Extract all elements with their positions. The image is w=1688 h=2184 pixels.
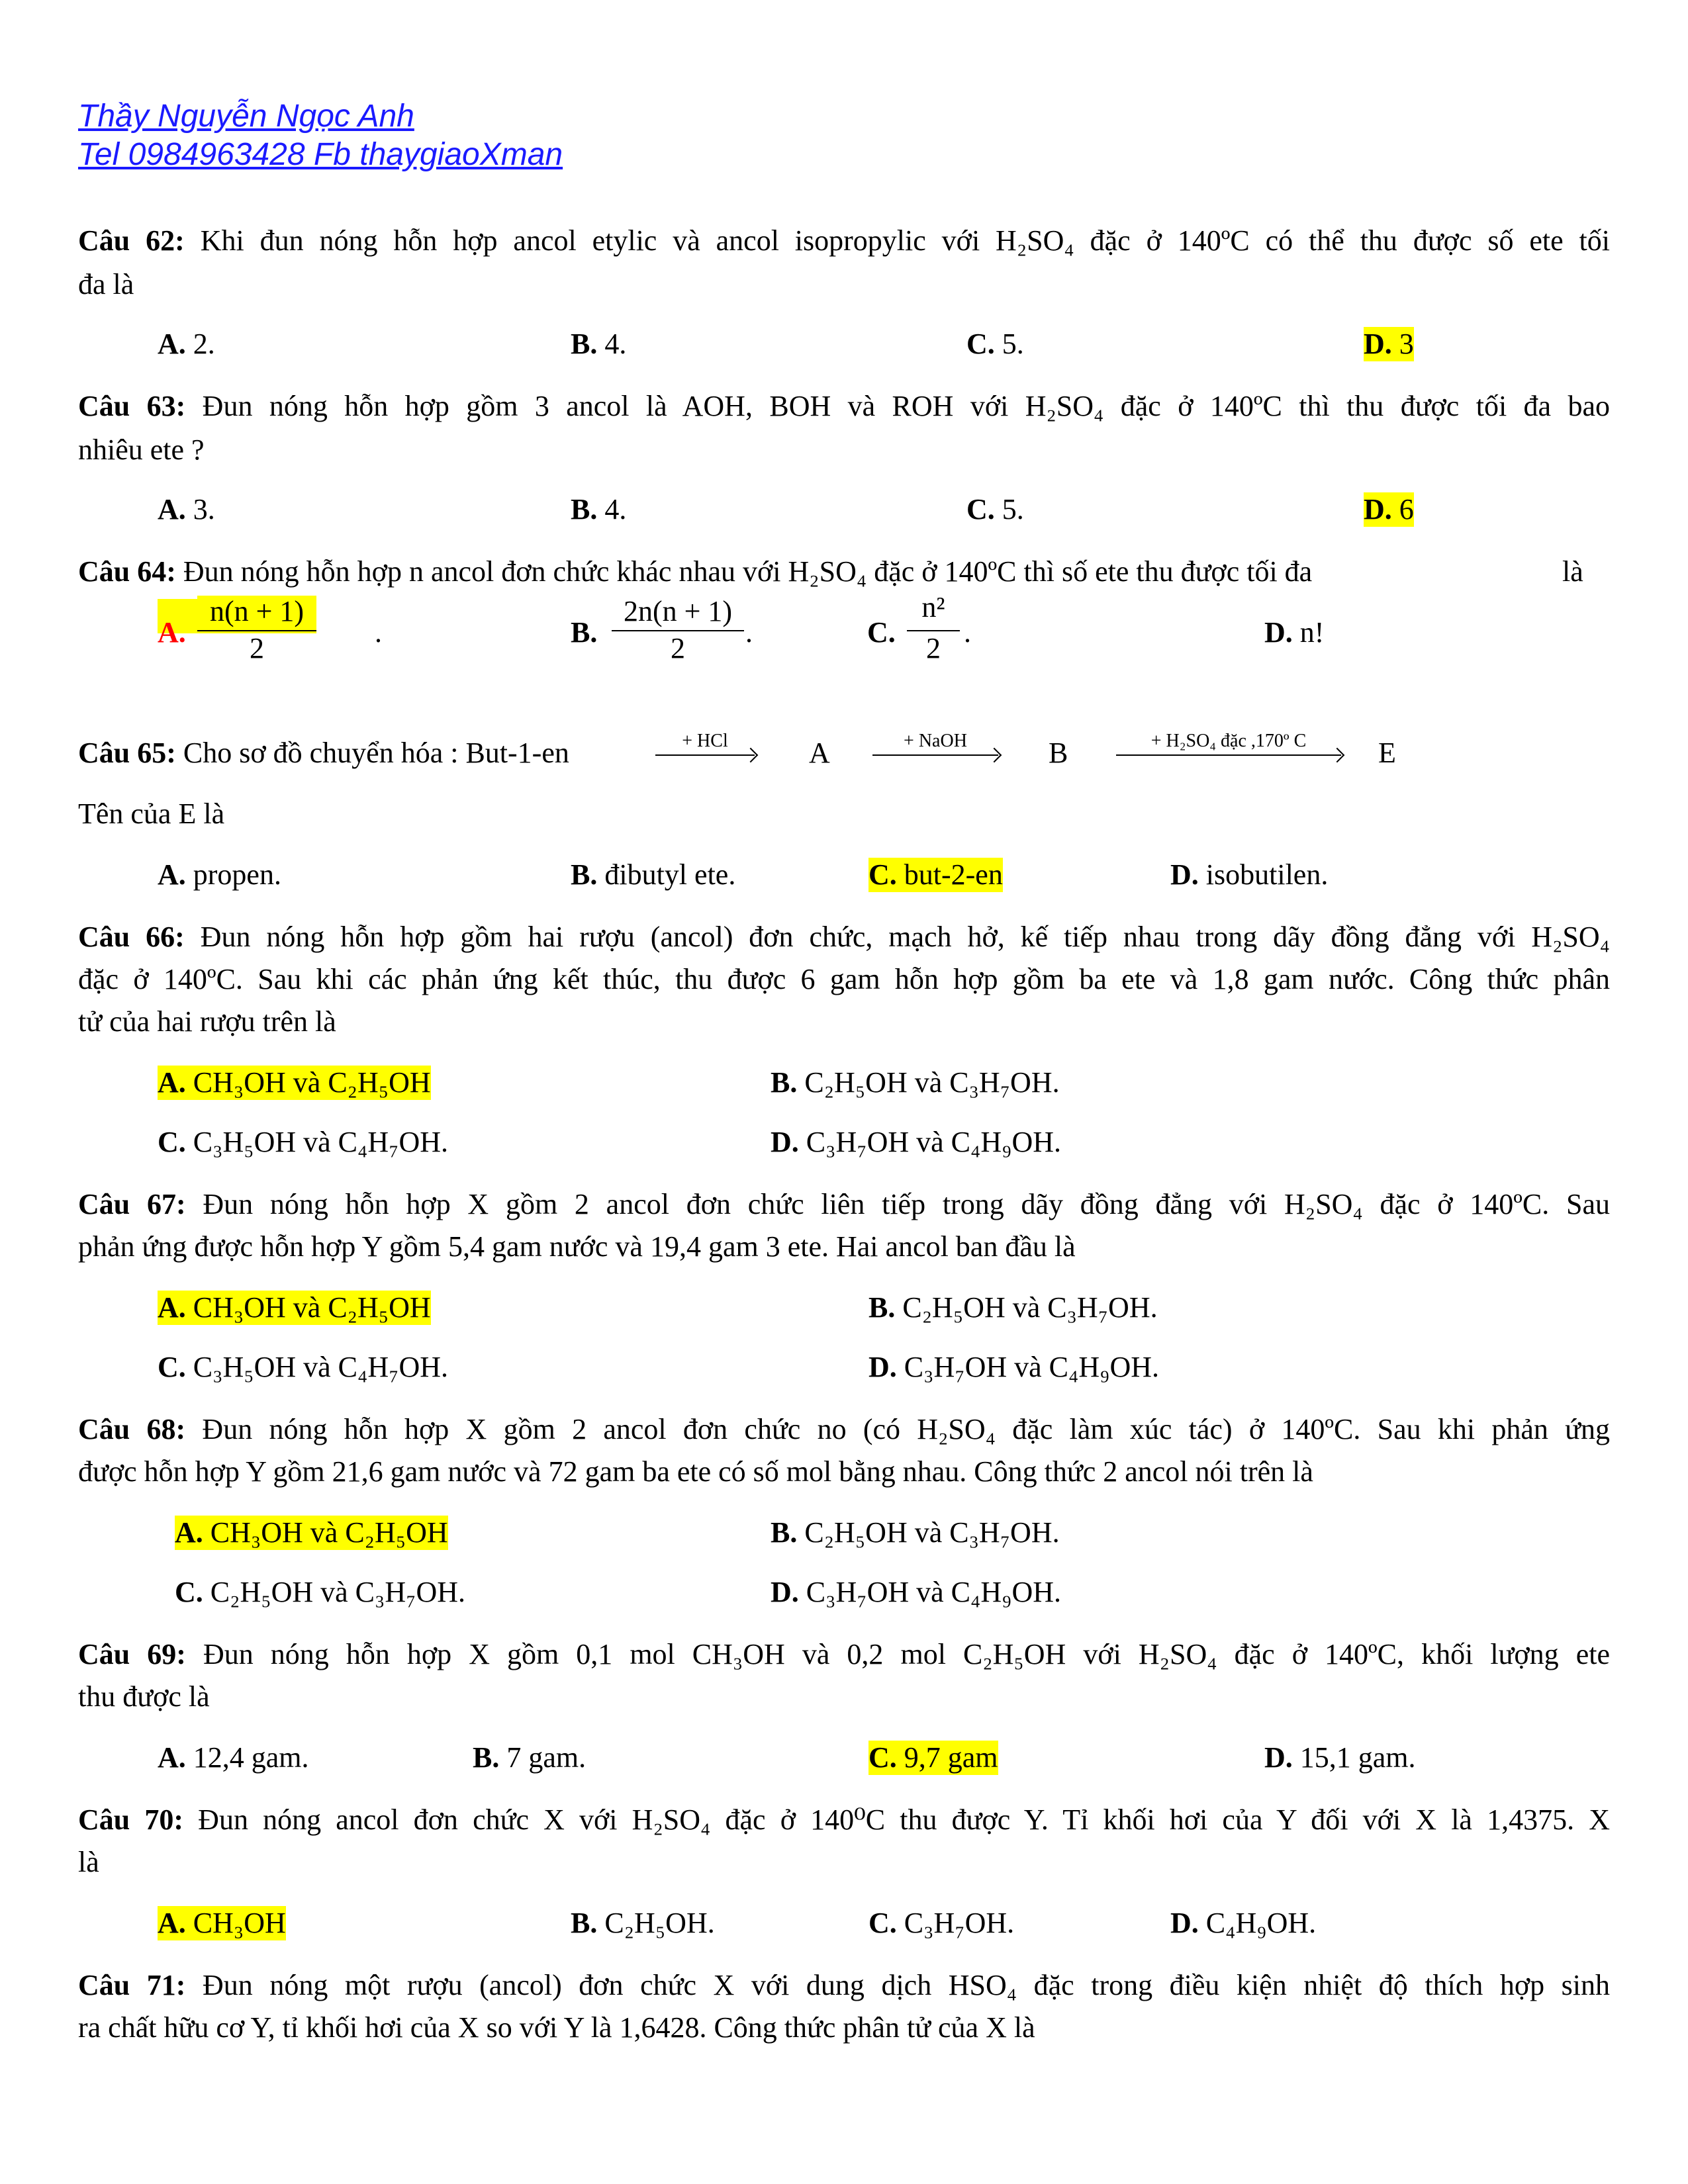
question-text: Đun nóng hỗn hợp X gồm 2 ancol đơn chức liên tiếp trong dãy đồng đẳng với H₂SO₄ đặc ở 140ºC. Sau [185,1188,1610,1220]
q64-option-c-letter: C. [867,616,896,649]
question-label: Câu 66: [78,921,185,953]
teacher-name: Thầy Nguyễn Ngọc Anh [78,99,414,134]
q64-option-a-fraction [197,596,316,666]
question-68-line1 [78,1412,1610,1447]
q70-option-c: C. C₃H₇OH. [868,1907,1015,1939]
question-text: Khi đun nóng hỗn hợp ancol etylic và ancol isopropylic với H₂SO₄ đặc ở 140ºC có thể thu được số ete tối [184,224,1610,257]
teacher-contact: Tel 0984963428 Fb thaygiaoXman [78,137,563,172]
question-67-line1 [78,1187,1610,1222]
question-label: Câu 70: [78,1803,184,1836]
q65-option-d: D. isobutilen. [1170,858,1329,891]
q69-option-b: B. 7 gam. [473,1741,586,1774]
q68-option-a-answer: A. CH₃OH và C₂H₅OH [175,1516,448,1549]
fraction-denominator: 2 [250,632,264,664]
q67-option-c: C. C₃H₅OH và C₄H₇OH. [158,1351,449,1383]
fraction-numerator: n(n + 1) [197,596,316,631]
fraction-denominator: 2 [671,632,685,664]
question-64-line1 [78,555,1312,589]
node-a: A [809,737,830,769]
q63-option-d-answer: D. 6 [1364,493,1414,525]
question-70-line2: là [78,1846,99,1878]
q65-option-c-answer: C. but-2-en [868,858,1003,891]
question-text: Đun nóng hỗn hợp X gồm 0,1 mol CH₃OH và 0,2 mol C₂H₅OH với H₂SO₄ đặc ở 140ºC, khối lượng ete [185,1638,1610,1670]
q68-option-c: C. C₂H₅OH và C₃H₇OH. [175,1576,466,1608]
q67-option-a-answer: A. CH₃OH và C₂H₅OH [158,1291,431,1324]
question-label: Câu 64: [78,555,176,588]
question-62-line2: đa là [78,268,134,300]
q65-option-a: A. propen. [158,858,281,891]
question-63-line1 [78,389,1610,424]
q64-option-d: D. n! [1264,616,1325,649]
question-69-line2: thu được là [78,1680,210,1713]
q66-option-a-answer: A. CH₃OH và C₂H₅OH [158,1066,431,1099]
q67-option-d: D. C₃H₇OH và C₄H₉OH. [868,1351,1160,1383]
q69-option-c-answer: C. 9,7 gam [868,1741,998,1774]
question-70-line1 [78,1803,1610,1837]
q64-period: . [964,616,971,649]
question-text: Cho sơ đồ chuyển hóa : But-1-en [175,737,569,769]
node-e: E [1378,737,1396,769]
q64-option-b-fraction [612,596,744,666]
question-label: Câu 69: [78,1638,186,1670]
q64-period: . [745,616,753,649]
q66-option-b: B. C₂H₅OH và C₃H₇OH. [771,1066,1060,1099]
q66-option-c: C. C₃H₅OH và C₄H₇OH. [158,1126,449,1158]
q66-option-d: D. C₃H₇OH và C₄H₉OH. [771,1126,1062,1158]
fraction-numerator: 2n(n + 1) [612,596,744,631]
question-text: Đun nóng hỗn hợp gồm 3 ancol là AOH, BOH và ROH với H₂SO₄ đặc ở 140ºC thì thu được tối đa bao [185,390,1610,422]
q62-option-d-answer: D. 3 [1364,328,1414,360]
q70-option-d: D. C₄H₉OH. [1170,1907,1317,1939]
q62-option-b: B. 4. [571,328,627,360]
q70-option-b: B. C₂H₅OH. [571,1907,715,1939]
question-label: Câu 62: [78,224,185,257]
question-text: Đun nóng hỗn hợp X gồm 2 ancol đơn chức no (có H₂SO₄ đặc làm xúc tác) ở 140ºC. Sau khi phản ứng [185,1413,1610,1445]
q63-option-c: C. 5. [966,493,1024,525]
question-65-line2: Tên của E là [78,797,225,830]
q65-option-b: B. đibutyl ete. [571,858,736,891]
question-62-line1 [78,224,1610,258]
q64-option-c-fraction [907,588,960,666]
question-66-line1 [78,920,1610,954]
q67-option-b: B. C₂H₅OH và C₃H₇OH. [868,1291,1158,1324]
q63-option-b: B. 4. [571,493,627,525]
q62-option-c: C. 5. [966,328,1024,360]
question-71-line1 [78,1968,1610,2003]
question-text: Đun nóng một rượu (ancol) đơn chức X với dung dịch HSO₄ đặc trong điều kiện nhiệt độ thích hợp sinh [185,1969,1611,2001]
q69-option-a: A. 12,4 gam. [158,1741,309,1774]
question-64-line1-end: là [1562,555,1583,588]
question-66-line3: tử của hai rượu trên là [78,1005,336,1038]
q70-option-a-answer: A. CH₃OH [158,1907,286,1939]
q69-option-d: D. 15,1 gam. [1264,1741,1416,1774]
question-71-line2: ra chất hữu cơ Y, tỉ khối hơi của X so với Y là 1,6428. Công thức phân tử của X là [78,2011,1035,2044]
q64-option-a-letter: A. [158,616,186,649]
question-text: Đun nóng hỗn hợp n ancol đơn chức khác nhau với H₂SO₄ đặc ở 140ºC thì số ete thu được tối đa [175,555,1313,588]
arrow-3-label: + H₂SO₄ đặc ,170º C [1150,731,1307,751]
question-label: Câu 68: [78,1413,186,1445]
question-label: Câu 65: [78,737,176,769]
q68-option-d: D. C₃H₇OH và C₄H₉OH. [771,1576,1062,1608]
fraction-denominator: 2 [926,632,941,664]
arrow-3 [1116,754,1341,756]
arrow-2-label: + NaOH [904,731,967,751]
arrow-2 [872,754,998,756]
node-b: B [1049,737,1068,769]
q64-period: . [375,616,382,649]
question-63-line2: nhiêu ete ? [78,433,205,466]
question-label: Câu 67: [78,1188,186,1220]
question-65-line1 [78,736,569,770]
question-69-line1 [78,1637,1610,1672]
question-67-line2: phản ứng được hỗn hợp Y gồm 5,4 gam nước và 19,4 gam 3 ete. Hai ancol ban đầu là [78,1230,1076,1263]
question-68-line2: được hỗn hợp Y gồm 21,6 gam nước và 72 gam ba ete có số mol bằng nhau. Công thức 2 ancol nói trên là [78,1455,1313,1488]
q64-option-b-letter: B. [571,616,598,649]
arrow-1-label: + HCl [682,731,728,751]
q68-option-b: B. C₂H₅OH và C₃H₇OH. [771,1516,1060,1549]
q62-option-a: A. 2. [158,328,215,360]
q63-option-a: A. 3. [158,493,215,525]
question-text: Đun nóng hỗn hợp gồm hai rượu (ancol) đơn chức, mạch hở, kế tiếp nhau trong dãy đồng đẳng với H₂SO₄ [184,921,1610,953]
question-text: Đun nóng ancol đơn chức X với H₂SO₄ đặc ở 140⁰C thu được Y. Tỉ khối hơi của Y đối với X là 1,4375. X [183,1803,1610,1836]
question-66-line2: đặc ở 140ºC. Sau khi các phản ứng kết thúc, thu được 6 gam hỗn hợp gồm ba ete và 1,8 gam nước. Công thức phân [78,963,1610,995]
arrow-1 [655,754,755,756]
question-label: Câu 71: [78,1969,186,2001]
fraction-numerator: n² [907,588,960,631]
question-label: Câu 63: [78,390,186,422]
